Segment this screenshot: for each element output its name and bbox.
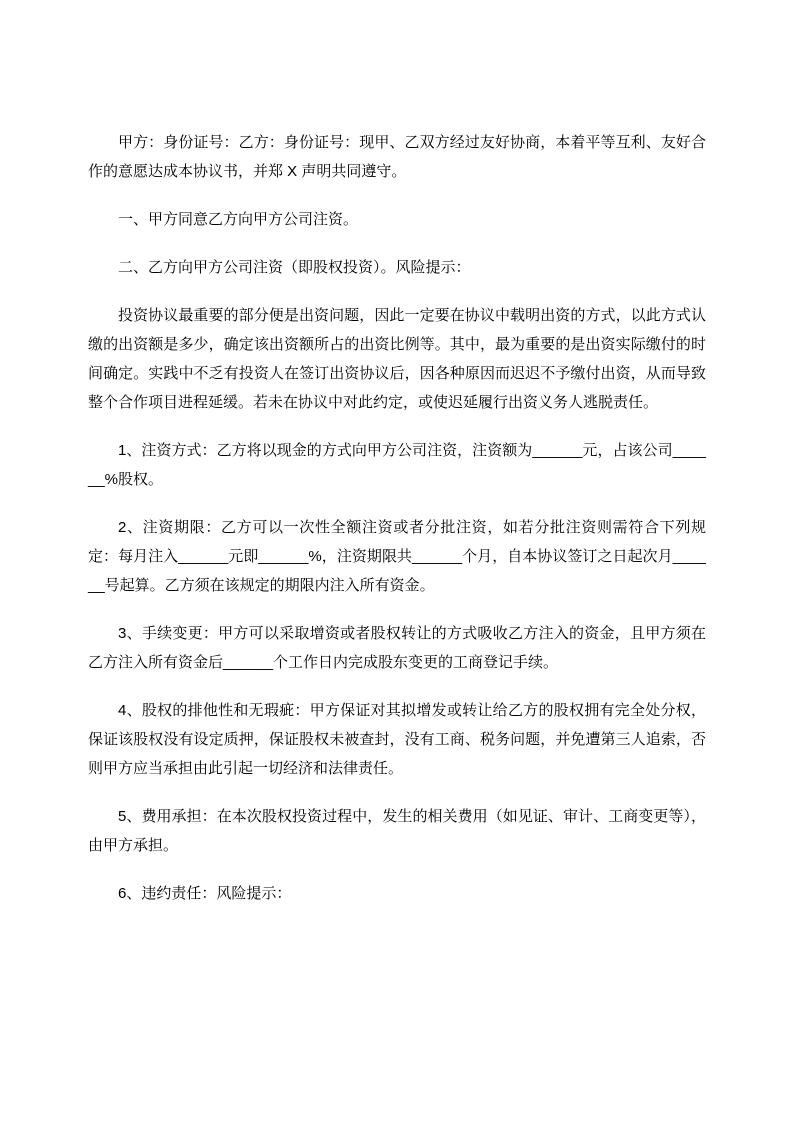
paragraph-clause-one: 一、甲方同意乙方向甲方公司注资。 (118, 211, 359, 228)
paragraph-item-2-funding-term: 2、注资期限：乙方可以一次性全额注资或者分批注资，如若分批注资则需符合下列规定：每月注入______元即______%，注资期限共______个月，自本协议签订之日起次月______号起算。乙方须在该规定的期限内注入所有资金。 (88, 519, 706, 594)
paragraph-parties-intro: 甲方：身份证号：乙方：身份证号：现甲、乙双方经过友好协商，本着平等互利、友好合作的意愿达成本协议书，并郑 X 声明共同遵守。 (88, 134, 706, 180)
paragraph-item-1-funding-method: 1、注资方式：乙方将以现金的方式向甲方公司注资，注资额为______元，占该公司______%股权。 (88, 442, 706, 488)
paragraph-item-5-expenses: 5、费用承担：在本次股权投资过程中，发生的相关费用（如见证、审计、工商变更等），由甲方承担。 (88, 808, 706, 854)
paragraph-risk-note: 投资协议最重要的部分便是出资问题，因此一定要在协议中载明出资的方式，以此方式认缴的出资额是多少，确定该出资额所占的出资比例等。其中，最为重要的是出资实际缴付的时间确定。实践中不乏有投资人在签订出资协议后，因各种原因而迟迟不予缴付出资，从而导致整个合作项目进程延缓。若未在协议中对此约定，或使迟延履行出资义务人逃脱责任。 (88, 307, 706, 411)
paragraph-item-3-procedure-change: 3、手续变更：甲方可以采取增资或者股权转让的方式吸收乙方注入的资金，且甲方须在乙方注入所有资金后______个工作日内完成股东变更的工商登记手续。 (88, 625, 706, 671)
paragraph-item-4-equity-guarantee: 4、股权的排他性和无瑕疵：甲方保证对其拟增发或转让给乙方的股权拥有完全处分权，保证该股权没有设定质押，保证股权未被查封，没有工商、税务问题，并免遭第三人追索，否则甲方应当承担由此引起一切经济和法律责任。 (88, 702, 706, 777)
paragraph-clause-two: 二、乙方向甲方公司注资（即股权投资）。风险提示： (118, 259, 471, 276)
paragraph-item-6-breach-liability: 6、违约责任：风险提示： (118, 885, 292, 902)
